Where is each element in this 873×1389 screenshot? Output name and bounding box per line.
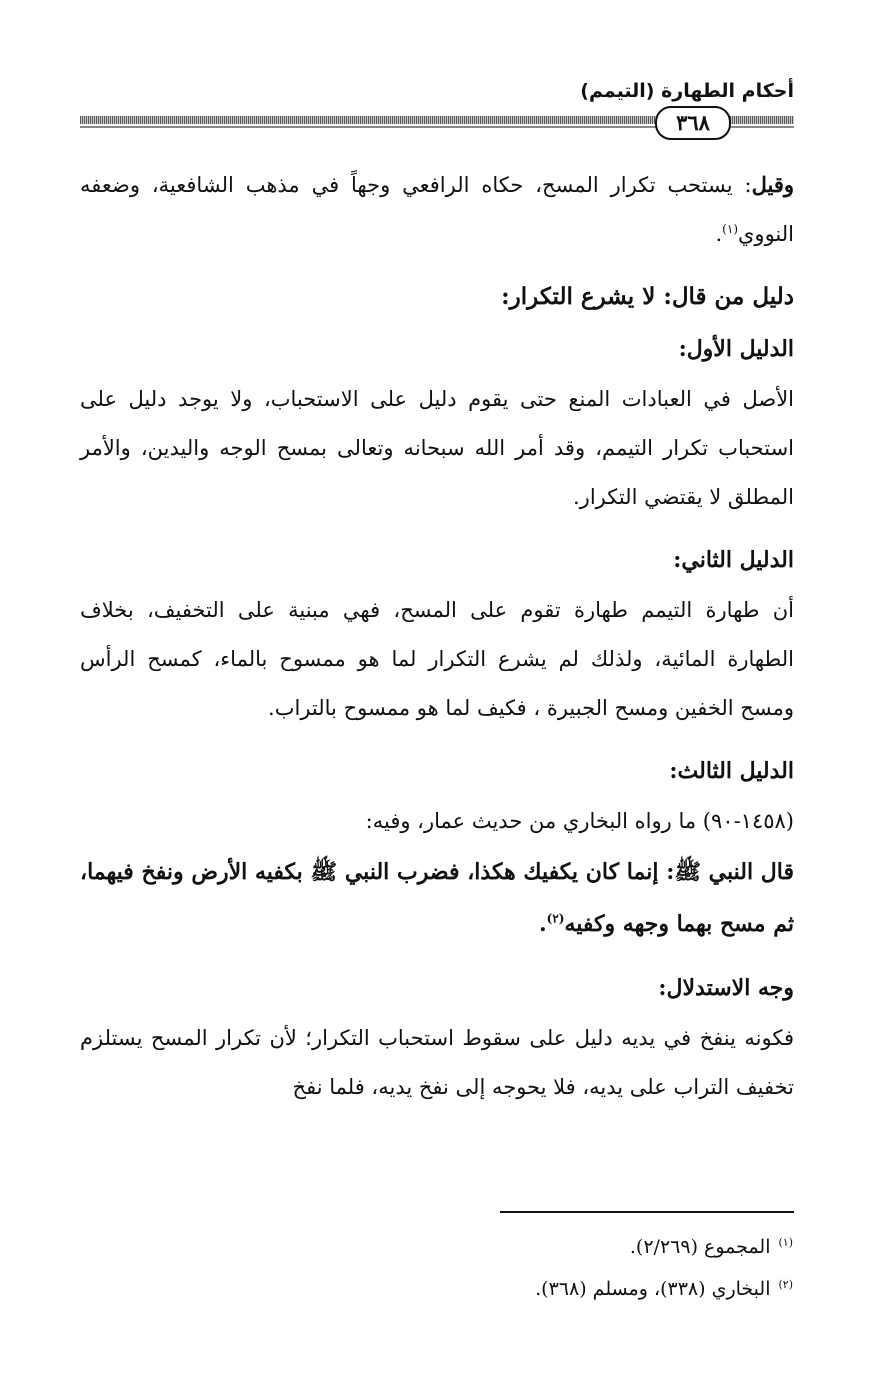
subheading-second-evidence: الدليل الثاني:	[673, 547, 794, 573]
footnote-item	[79, 1268, 793, 1310]
hadith-text: قال النبي ﷺ: إنما كان يكفيك هكذا، فضرب النبي ﷺ بكفيه الأرض ونفخ فيهما، ثم مسح بهما وجهه وكفيه	[80, 859, 794, 937]
footnote-divider	[500, 1211, 794, 1213]
page-header	[80, 80, 794, 140]
page-body	[80, 160, 794, 1112]
subheading-inference: وجه الاستدلال:	[658, 975, 794, 1001]
footnote-text: البخاري (٣٣٨)، ومسلم (٣٦٨).	[535, 1278, 771, 1300]
footnote-item	[79, 1226, 793, 1268]
subheading-first-evidence: الدليل الأول:	[678, 336, 794, 362]
paragraph-lead: وقيل	[751, 172, 794, 197]
footnote-ref: (٢)	[546, 911, 565, 926]
page-number: ٣٦٨	[655, 106, 731, 140]
footnote-marker: (٢)	[778, 1277, 793, 1291]
paragraph-inference: فكونه ينفخ في يديه دليل على سقوط استحباب التكرار؛ لأن تكرار المسح يستلزم تخفيف التراب على يديه، فلا يحوجه إلى نفخ يديه، فلما نفخ	[80, 1026, 794, 1099]
paragraph-second-evidence: أن طهارة التيمم طهارة تقوم على المسح، فهي مبنية على التخفيف، بخلاف الطهارة المائية، ولذلك لم يشرع التكرار لما هو ممسوح بالماء، كمسح الرأس ومسح الخفين ومسح الجبيرة ، فكيف لما هو ممسوح بالتراب.	[80, 598, 794, 720]
paragraph-text: : يستحب تكرار المسح، حكاه الرافعي وجهاً في مذهب الشافعية، وضعفه النووي	[80, 173, 794, 246]
footnote-text: المجموع (٢/٢٦٩).	[629, 1236, 771, 1258]
paragraph-end: .	[715, 222, 723, 246]
subheading-third-evidence: الدليل الثالث:	[669, 758, 794, 784]
footnotes	[79, 1226, 793, 1310]
footnote-marker: (١)	[778, 1235, 793, 1249]
section-heading: دليل من قال: لا يشرع التكرار:	[501, 283, 794, 310]
paragraph-hadith-intro: (١٤٥٨-٩٠) ما رواه البخاري من حديث عمار، وفيه:	[365, 809, 794, 833]
paragraph-qila	[80, 160, 794, 259]
footnote-ref: (١)	[722, 222, 738, 236]
running-title: أحكام الطهارة (التيمم)	[580, 80, 794, 102]
paragraph-first-evidence: الأصل في العبادات المنع حتى يقوم دليل على الاستحباب، ولا يوجد دليل على استحباب تكرار التيمم، وقد أمر الله سبحانه وتعالى بمسح الوجه واليدين، والأمر المطلق لا يقتضي التكرار.	[80, 387, 794, 509]
hadith-quote	[80, 846, 794, 950]
hadith-end: .	[538, 911, 547, 937]
